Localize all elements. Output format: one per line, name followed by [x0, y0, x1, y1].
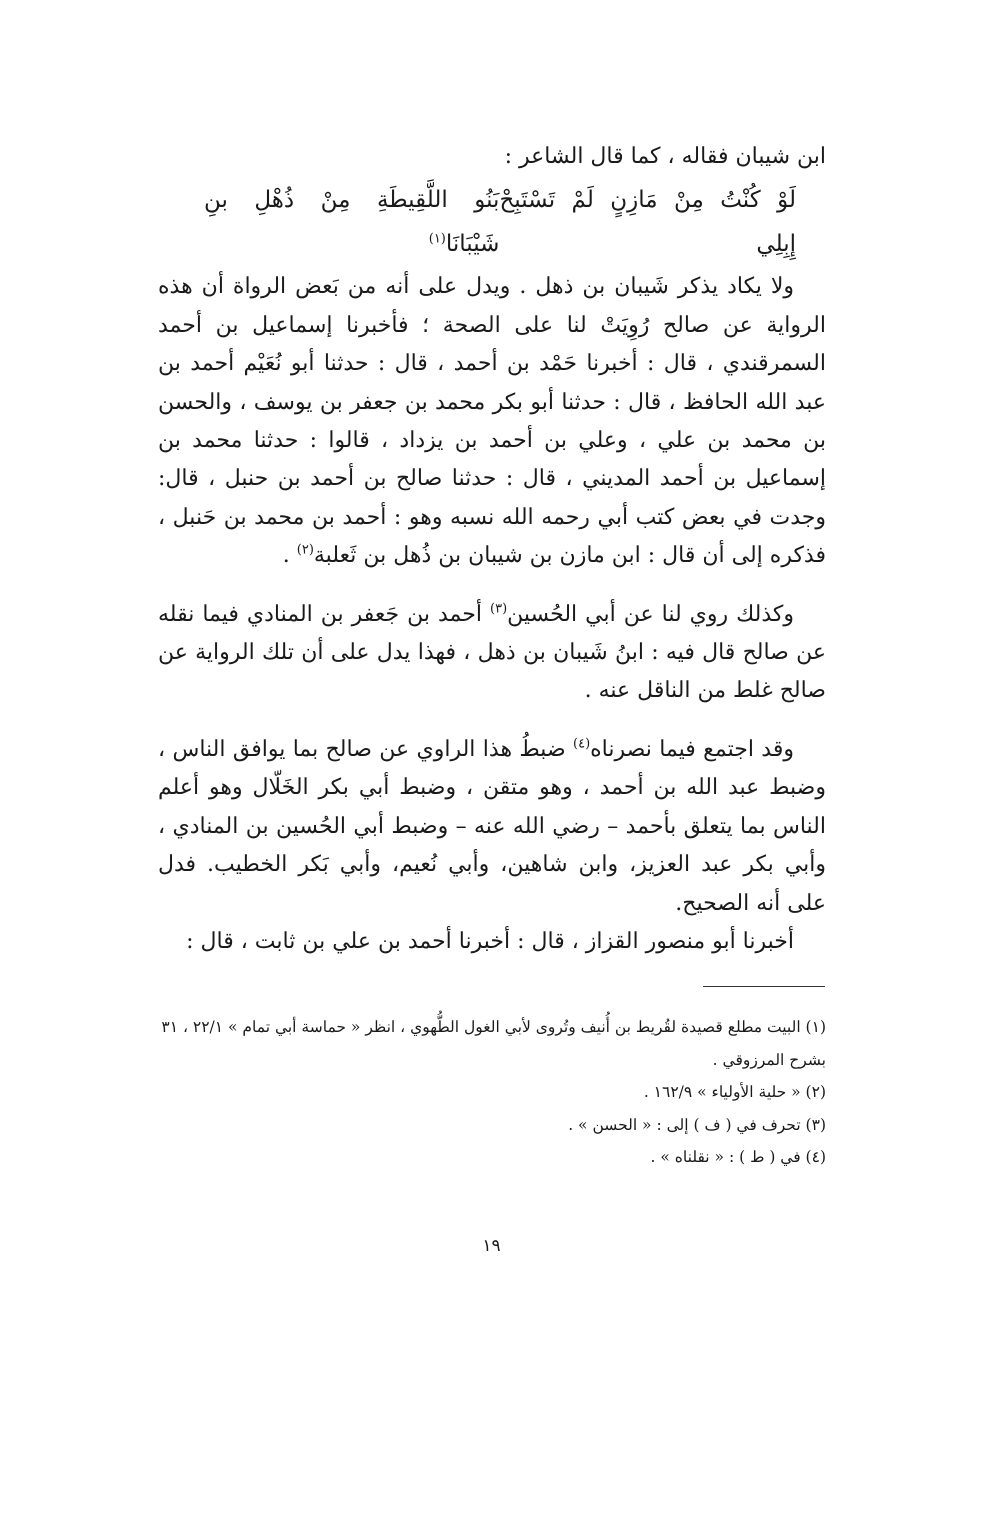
paragraph-1	[158, 268, 826, 575]
footnote-3: (٣) تحرف في ( ف ) إلى : « الحسن » .	[568, 1115, 826, 1134]
paragraph-1-text: ولا يكاد يذكر شَيبان بن ذهل . ويدل على أنه من بَعض الرواة أن هذه الرواية عن صالح رُوِيَتْ لنا على الصحة ؛ فأخبرنا إسماعيل بن أحمد السمرقندي ، قال : أخبرنا حَمْد بن أحمد ، قال : حدثنا أبو نُعَيْم أحمد بن عبد الله الحافظ ، قال : حدثنا أبو بكر محمد بن جعفر بن يوسف ، والحسن بن محمد بن علي ، وعلي بن أحمد بن يزداد ، قالوا : حدثنا محمد بن إسماعيل بن أحمد المديني ، قال : حدثنا صالح بن أحمد بن حنبل ، قال: وجدت في بعض كتب أبي رحمه الله نسبه وهو : أحمد بن محمد بن حَنبل ، فذكره إلى أن قال : ابن مازن بن شيبان بن ذُهل بن ثَعلبة	[158, 274, 826, 569]
page-number: ١٩	[482, 1236, 501, 1256]
footnote-1: (١) البيت مطلع قصيدة لقُريط بن أُنيف وتُروى لأبي الغول الطُّهوي ، انظر « حماسة أبي تمام » ٢٢/١ ، ٣١ بشرح المرزوقي .	[161, 1018, 826, 1069]
verse-second-hemistich	[204, 178, 499, 266]
paragraph-3-rest: ضبطُ هذا الراوي عن صالح بما يوافق الناس ، وضبط عبد الله بن أحمد ، وهو متقن ، وضبط أبي بكر الخَلّال وهو أعلم الناس بما يتعلق بأحمد – رضي الله عنه – وضبط أبي الحُسين بن المنادي ، وأبي بكر عبد العزيز، وابن شاهين، وأبي نُعيم، وأبي بَكر الخطيب. فدل على أنه الصحيح.	[158, 736, 826, 916]
paragraph-2-start: وكذلك روي لنا عن أبي الحُسين	[507, 601, 795, 627]
poetry-verse	[158, 178, 826, 266]
footnote-ref-3: (٣)	[490, 601, 508, 617]
footnote-2: (٢) « حلية الأولياء » ١٦٢/٩ .	[643, 1083, 826, 1101]
footnotes	[158, 1011, 826, 1174]
paragraph-3	[158, 731, 826, 923]
paragraph-1-end: .	[282, 543, 297, 569]
intro-line: ابن شيبان فقاله ، كما قال الشاعر :	[504, 144, 826, 169]
paragraph-2	[158, 596, 826, 711]
footnote-ref-2: (٢)	[296, 542, 314, 558]
paragraph-3-start: وقد اجتمع فيما نصرناه	[590, 736, 794, 762]
main-text	[158, 138, 826, 961]
footnote-ref-1: (١)	[428, 231, 446, 247]
paragraph-4: أخبرنا أبو منصور القزاز ، قال : أخبرنا أحمد بن علي بن ثابت ، قال :	[186, 928, 794, 954]
verse-first-hemistich: لَوْ كُنْتُ مِنْ مَازِنٍ لَمْ تَسْتَبِحْ إِبِلِي	[499, 187, 796, 258]
paragraph-2-rest: أحمد بن جَعفر بن المنادي فيما نقله عن صالح قال فيه : ابنُ شَيبان بن ذهل ، فهذا يدل على أن تلك الرواية عن صالح غلط من الناقل عنه .	[158, 601, 826, 704]
footnote-4: (٤) في ( ط ) : « نقلناه » .	[650, 1148, 826, 1166]
footnote-ref-4: (٤)	[573, 736, 591, 752]
verse-second-text: بَنُو اللَّقِيطَةِ مِنْ ذُهْلِ بنِ شَيْبَانَا	[204, 187, 500, 258]
footnote-separator	[703, 986, 825, 987]
